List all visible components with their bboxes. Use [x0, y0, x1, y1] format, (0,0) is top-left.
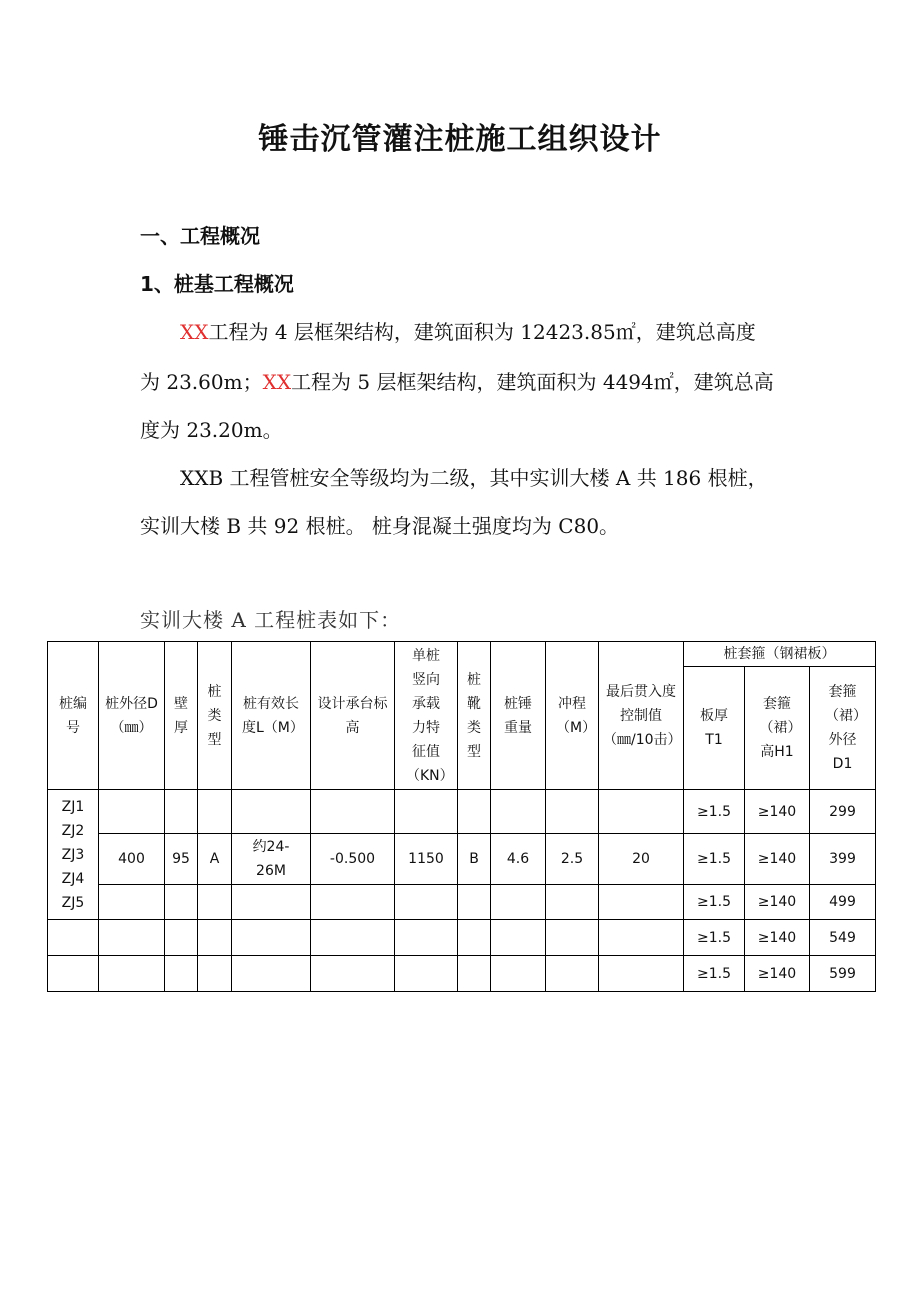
sleeve-diameter-cell: 499: [810, 885, 876, 920]
sleeve-height-cell: ≥140: [745, 920, 810, 956]
sleeve-height-cell: ≥140: [745, 834, 810, 885]
empty-cell: [599, 790, 684, 834]
empty-cell: [546, 956, 599, 992]
table-row: [48, 834, 876, 885]
empty-cell: [458, 920, 491, 956]
empty-cell: [232, 920, 311, 956]
pile-id: ZJ5: [61, 894, 85, 911]
subsection-heading: 1、桩基工程概况: [140, 272, 294, 296]
hammer-weight-cell: 4.6: [491, 834, 546, 885]
pile-id: ZJ4: [61, 870, 85, 887]
empty-cell: [311, 956, 395, 992]
paragraph-2-line-1: XXB 工程管桩安全等级均为二级，其中实训大楼 A 共 186 根桩，: [180, 466, 768, 490]
sleeve-height-cell: ≥140: [745, 790, 810, 834]
empty-cell: [99, 920, 165, 956]
empty-cell: [395, 956, 458, 992]
empty-cell: [599, 956, 684, 992]
empty-cell: [395, 790, 458, 834]
paragraph-1-line-1: [180, 316, 756, 345]
empty-cell: [395, 920, 458, 956]
empty-cell: [165, 956, 198, 992]
wall-thickness-cell: 95: [165, 834, 198, 885]
effective-length-cell: 约24-26M: [232, 834, 311, 885]
table-row: [48, 885, 876, 920]
header-wall-thickness: 壁厚: [165, 642, 198, 790]
empty-cell: [546, 920, 599, 956]
paragraph-2-line-2: 实训大楼 B 共 92 根桩。 桩身混凝土强度均为 C80。: [140, 514, 620, 538]
empty-cell: [232, 790, 311, 834]
table-row: [48, 790, 876, 834]
stroke-cell: 2.5: [546, 834, 599, 885]
empty-cell: [198, 956, 232, 992]
empty-cell: [546, 790, 599, 834]
sleeve-diameter-cell: 299: [810, 790, 876, 834]
empty-cell: [458, 885, 491, 920]
empty-cell: [198, 790, 232, 834]
outer-diameter-cell: 400: [99, 834, 165, 885]
empty-cell: [232, 956, 311, 992]
table-caption: 实训大楼 A 工程桩表如下：: [140, 608, 402, 632]
sleeve-diameter-cell: 399: [810, 834, 876, 885]
sleeve-diameter-cell: 549: [810, 920, 876, 956]
document-title: 锤击沉管灌注桩施工组织设计: [258, 122, 662, 157]
bearing-capacity-cell: 1150: [395, 834, 458, 885]
empty-cell: [491, 790, 546, 834]
empty-cell: [311, 790, 395, 834]
header-sleeve-diameter: 套箍（裙）外径D1: [810, 667, 876, 790]
highlighted-project-name: XX: [262, 370, 292, 394]
plate-thickness-cell: ≥1.5: [684, 790, 745, 834]
highlighted-project-name: XX: [180, 320, 209, 344]
header-shoe-type: 桩靴类型: [458, 642, 491, 790]
empty-cell: [165, 920, 198, 956]
sleeve-height-cell: ≥140: [745, 956, 810, 992]
section-heading: 一、工程概况: [140, 224, 260, 248]
table-row: [48, 956, 876, 992]
empty-cell: [491, 885, 546, 920]
header-plate-thickness: 板厚T1: [684, 667, 745, 790]
empty-cell: [458, 790, 491, 834]
paragraph-text: 工程为 5 层框架结构，建筑面积为 4494㎡，建筑总高: [291, 370, 774, 394]
header-sleeve-height: 套箍（裙）高H1: [745, 667, 810, 790]
header-final-penetration: 最后贯入度控制值（㎜/10击）: [599, 642, 684, 790]
paragraph-1-line-3: 度为 23.20m。: [140, 418, 283, 442]
paragraph-text: 工程为 4 层框架结构，建筑面积为 12423.85㎡，建筑总高度: [208, 320, 756, 344]
table-header-row: [48, 642, 876, 667]
empty-cell: [198, 920, 232, 956]
empty-cell: [99, 885, 165, 920]
sleeve-diameter-cell: 599: [810, 956, 876, 992]
header-hammer-weight: 桩锤重量: [491, 642, 546, 790]
empty-cell: [395, 885, 458, 920]
plate-thickness-cell: ≥1.5: [684, 920, 745, 956]
sleeve-height-cell: ≥140: [745, 885, 810, 920]
pile-id: ZJ3: [61, 846, 85, 863]
header-bearing-capacity: 单桩竖向承载力特征值（KN）: [395, 642, 458, 790]
header-sleeve-group: 桩套箍（钢裙板）: [684, 642, 876, 667]
empty-cell: [458, 956, 491, 992]
cap-elevation-cell: -0.500: [311, 834, 395, 885]
plate-thickness-cell: ≥1.5: [684, 834, 745, 885]
empty-cell: [546, 885, 599, 920]
shoe-type-cell: B: [458, 834, 491, 885]
pile-table: [47, 641, 876, 992]
empty-cell: [311, 920, 395, 956]
table-row: [48, 920, 876, 956]
empty-cell: [99, 790, 165, 834]
empty-cell: [99, 956, 165, 992]
header-pile-type: 桩类型: [198, 642, 232, 790]
empty-cell: [491, 956, 546, 992]
pile-type-cell: A: [198, 834, 232, 885]
pile-id: ZJ2: [61, 822, 85, 839]
header-stroke: 冲程（M）: [546, 642, 599, 790]
header-pile-no: 桩编号: [48, 642, 99, 790]
header-cap-elevation: 设计承台标高: [311, 642, 395, 790]
empty-cell: [165, 885, 198, 920]
empty-cell: [165, 790, 198, 834]
paragraph-text: 为 23.60m；: [140, 370, 263, 394]
header-outer-diameter: 桩外径D（㎜）: [99, 642, 165, 790]
empty-cell: [599, 920, 684, 956]
empty-cell: [48, 920, 99, 956]
empty-cell: [198, 885, 232, 920]
empty-cell: [599, 885, 684, 920]
pile-id-cell: [48, 790, 99, 920]
empty-cell: [311, 885, 395, 920]
paragraph-1-line-2: [140, 366, 774, 395]
empty-cell: [232, 885, 311, 920]
header-effective-length: 桩有效长度L（M）: [232, 642, 311, 790]
empty-cell: [48, 956, 99, 992]
empty-cell: [491, 920, 546, 956]
final-penetration-cell: 20: [599, 834, 684, 885]
plate-thickness-cell: ≥1.5: [684, 885, 745, 920]
plate-thickness-cell: ≥1.5: [684, 956, 745, 992]
pile-id: ZJ1: [61, 798, 85, 815]
